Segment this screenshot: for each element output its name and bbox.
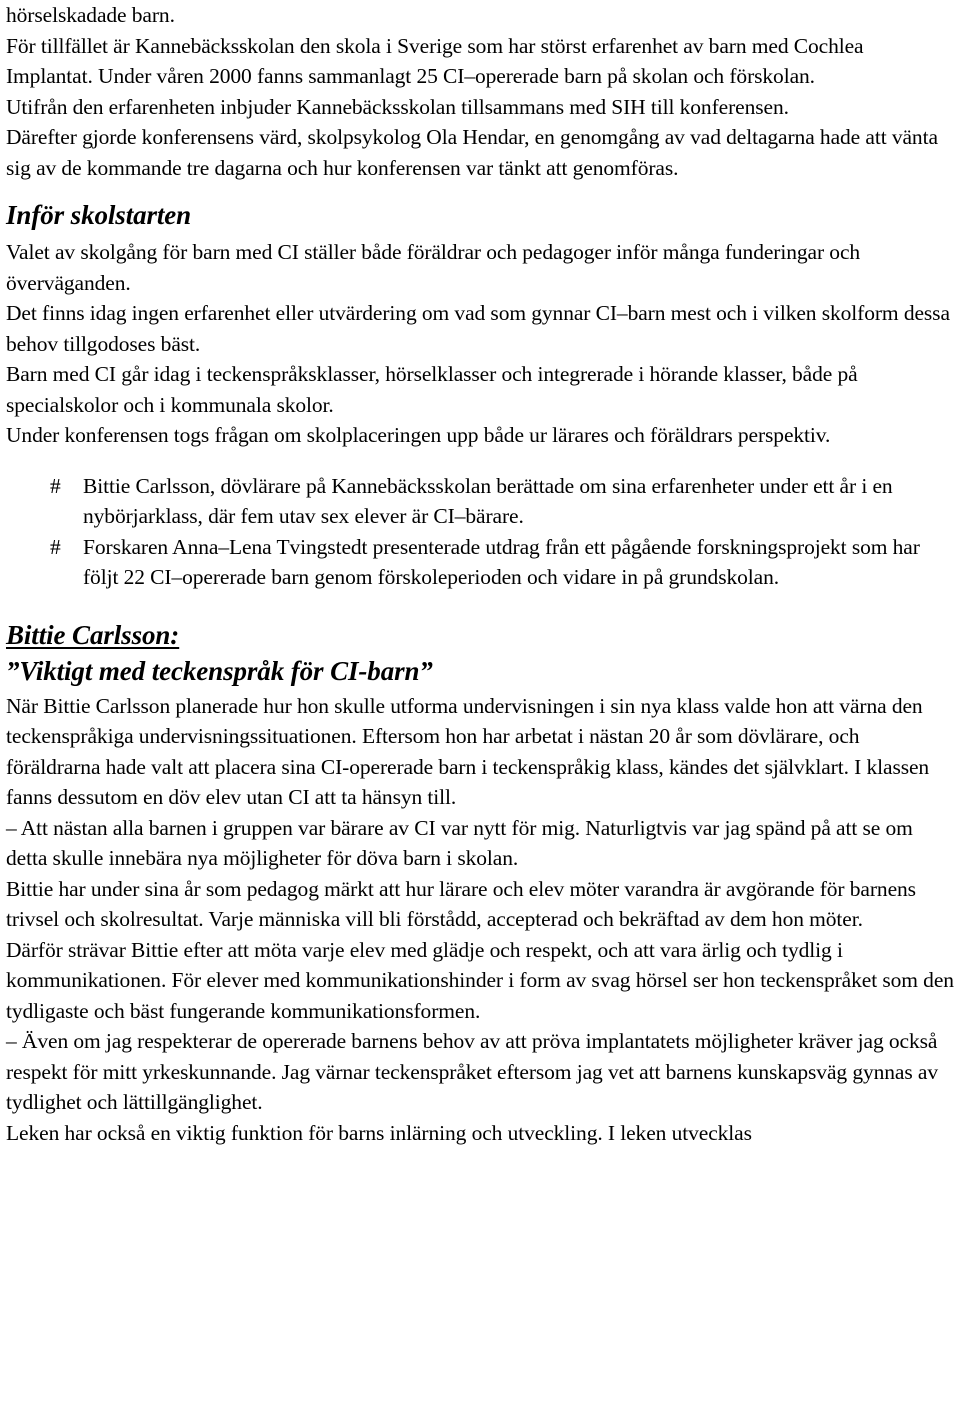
intro-paragraph-2: För tillfället är Kannebäcksskolan den skola i Sverige som har störst erfarenhet av barn med Cochlea Implantat. Under våren 2000 fanns sammanlagt 25 CI–opererade barn på skolan och förskolan. — [6, 33, 864, 88]
speaker-list — [6, 471, 954, 593]
section-heading-infor-skolstarten: Inför skolstarten — [6, 200, 192, 230]
section2-paragraph-3: Bittie har under sina år som pedagog märkt att hur lärare och elev möter varandra är avgörande för barnens trivsel och skolresultat. Varje människa vill bli förstådd, accepterad och bekräftad av dem hon möter. — [6, 876, 916, 931]
section2-paragraph-6: Leken har också en viktig funktion för barns inlärning och utveckling. I leken utvecklas — [6, 1120, 752, 1145]
list-item — [6, 471, 954, 532]
list-item-text: Bittie Carlsson, dövlärare på Kannebäcksskolan berättade om sina erfarenheter under ett år i en nybörjarklass, där fem utav sex elever är CI–bärare. — [83, 473, 893, 528]
section-subheading-quote: ”Viktigt med teckenspråk för CI-barn” — [6, 655, 433, 686]
section1-paragraph-3: Barn med CI går idag i teckenspråksklasser, hörselklasser och integrerade i hörande klasser, både på specialskolor och i kommunala skolor. — [6, 362, 858, 417]
list-marker: # — [50, 473, 61, 498]
intro-paragraph-4: Därefter gjorde konferensens värd, skolpsykolog Ola Hendar, en genomgång av vad deltagarna hade att vänta sig av de kommande tre dagarna och hur konferensen var tänkt att genomföras. — [6, 125, 938, 180]
list-marker: # — [50, 534, 61, 559]
intro-paragraph-3: Utifrån den erfarenheten inbjuder Kannebäcksskolan tillsammans med SIH till konferensen. — [6, 94, 789, 119]
document-page — [6, 0, 954, 1148]
section1-paragraph-2: Det finns idag ingen erfarenhet eller utvärdering om vad som gynnar CI–barn mest och i vilken skolform dessa behov tillgodoses bäst. — [6, 301, 950, 356]
section-heading-bittie-carlsson: Bittie Carlsson: — [6, 619, 180, 650]
section1-paragraph-4: Under konferensen togs frågan om skolplaceringen upp både ur lärares och föräldrars perspektiv. — [6, 423, 831, 447]
intro-paragraph-1: hörselskadade barn. — [6, 3, 175, 27]
section2-paragraph-4: Därför strävar Bittie efter att möta varje elev med glädje och respekt, och att vara ärlig och tydlig i kommunikationen. För elever med kommunikationshinder i form av svag hörsel ser hon teckenspråket som den tydligaste och bäst fungerande kommunikationsformen. — [6, 937, 954, 1023]
list-item-text: Forskaren Anna–Lena Tvingstedt presenterade utdrag från ett pågående forskningsprojekt som har följt 22 CI–opererade barn genom förskoleperioden och vidare in på grundskolan. — [83, 534, 920, 589]
section2-paragraph-2: – Att nästan alla barnen i gruppen var bärare av CI var nytt för mig. Naturligtvis var jag spänd på att se om detta skulle innebära nya möjligheter för döva barn i skolan. — [6, 815, 913, 870]
section2-paragraph-5: – Även om jag respekterar de opererade barnens behov av att pröva implantatets möjligheter kräver jag också respekt för mitt yrkeskunnande. Jag värnar teckenspråket eftersom jag vet att barnens kunskapsväg gynnas av tydlighet och lättillgänglighet. — [6, 1029, 939, 1114]
section1-paragraph-1: Valet av skolgång för barn med CI ställer både föräldrar och pedagoger inför många funderingar och överväganden. — [6, 240, 861, 295]
section2-paragraph-1: När Bittie Carlsson planerade hur hon skulle utforma undervisningen i sin nya klass valde hon att värna den teckenspråkiga undervisningssituationen. Eftersom hon har arbetat i nästan 20 år som dövlärare, och föräldrarna hade valt att placera sina CI-opererade barn i teckenspråkig klass, kändes det självklart. I klassen fanns dessutom en döv elev utan CI att ta hänsyn till. — [6, 693, 930, 809]
list-item — [6, 532, 954, 593]
